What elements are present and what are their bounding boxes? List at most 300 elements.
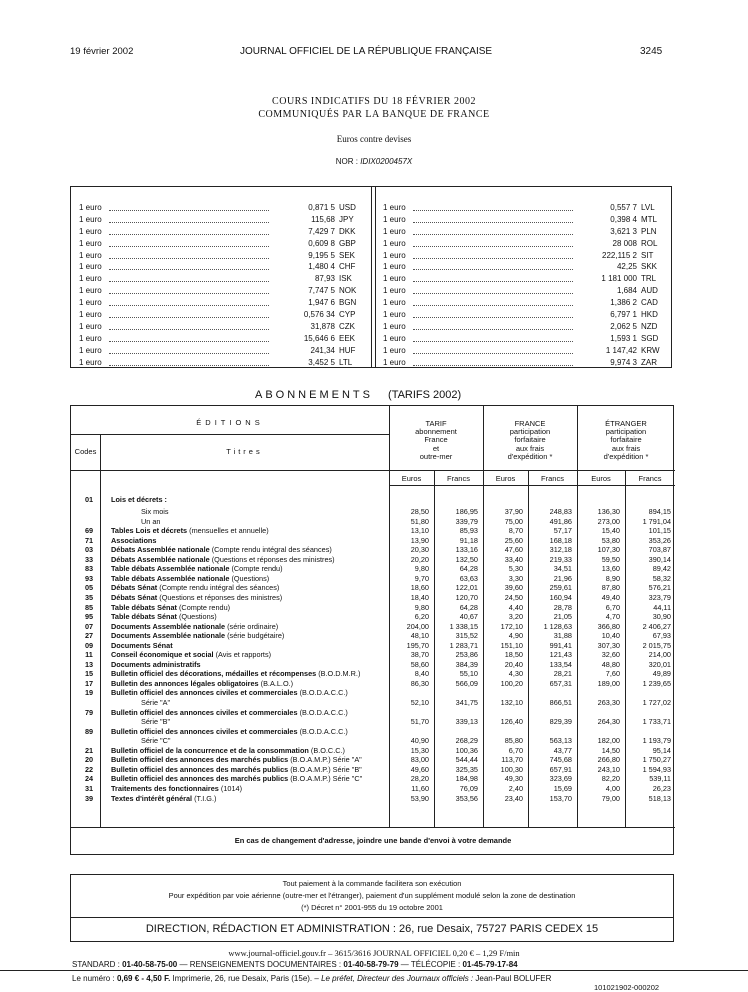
row-value: 1 283,71 [449, 640, 478, 650]
leader-dots [413, 210, 573, 211]
leader-dots [413, 293, 573, 294]
row-title-main: Table débats Sénat [111, 602, 177, 612]
footer-line-3: (*) Décret n° 2001-955 du 19 octobre 2001 [301, 903, 443, 912]
row-title-main: Série "A" [141, 698, 171, 707]
header-underline [71, 470, 675, 471]
row-value: 248,83 [549, 507, 572, 516]
row-title [141, 518, 160, 526]
tarif-header-line: et [432, 443, 440, 453]
row-code: 31 [84, 783, 94, 793]
rate-label: 1 euro [383, 274, 406, 284]
row-code: 93 [84, 573, 94, 583]
row-code: 05 [84, 583, 94, 593]
rate-label: 1 euro [79, 226, 102, 236]
rate-row [79, 297, 365, 309]
rate-label: 1 euro [79, 203, 102, 212]
table-row [71, 594, 675, 602]
table-row [71, 604, 675, 612]
row-value: 894,15 [648, 507, 671, 516]
etranger-header-line: d'expédition * [603, 451, 649, 461]
rate-label: 1 euro [79, 286, 102, 296]
leader-dots [109, 281, 269, 282]
currency-code: SKK [641, 262, 658, 272]
row-value: 5,30 [508, 564, 523, 574]
rate-row [79, 333, 365, 345]
rate-value: 222,115 2 [602, 250, 637, 260]
leader-dots [109, 317, 269, 318]
leader-dots [109, 305, 269, 306]
row-title-main: Bulletin officiel des annonces civiles et commerciales [111, 726, 298, 736]
row-value: 268,29 [455, 736, 478, 746]
row-title [111, 575, 269, 583]
row-title-rest: (B.O.A.M.P.) Série "C" [288, 774, 363, 784]
leader-dots [413, 234, 573, 235]
row-title-main: Documents Assemblée nationale [111, 631, 226, 641]
telecopie-label: TÉLÉCOPIE : [410, 960, 461, 969]
row-title-rest: (Questions) [176, 612, 217, 622]
row-title-rest: (B.O.A.M.P.) Série "A" [288, 755, 362, 765]
row-value: 390,14 [648, 554, 671, 564]
row-value: 30,90 [652, 612, 671, 622]
rate-row [383, 285, 667, 297]
rate-row [79, 285, 365, 297]
rate-label: 1 euro [79, 250, 102, 260]
row-title [111, 795, 216, 803]
row-value: 34,51 [553, 564, 572, 574]
currency-code: SEK [339, 250, 356, 260]
row-title [111, 565, 283, 573]
imprint-line [72, 974, 551, 983]
row-code: 39 [84, 793, 94, 803]
currency-code: ZAR [641, 357, 657, 367]
change-address-notice: En cas de changement d'adresse, joindre une bande d'envoi à votre demande [234, 836, 512, 845]
row-value: 153,70 [549, 793, 572, 803]
leader-dots [109, 293, 269, 294]
row-title-main: Débats Assemblée nationale [111, 554, 210, 564]
rate-label: 1 euro [383, 226, 406, 236]
table-row [71, 556, 675, 564]
row-value: 253,86 [455, 650, 478, 660]
tarif-header-line: France [424, 435, 448, 445]
rate-row [79, 202, 365, 214]
row-value: 1 727,02 [642, 698, 671, 707]
row-value: 133,54 [549, 659, 572, 669]
row-code: 89 [84, 726, 94, 736]
titres-header: Titres [226, 447, 263, 456]
row-title-rest: (Compte rendu) [176, 602, 231, 612]
row-title-main: Table débats Sénat [111, 612, 177, 622]
row-value: 100,20 [500, 678, 523, 688]
row-value: 186,95 [455, 507, 478, 516]
row-value: 273,00 [597, 516, 620, 526]
leader-dots [109, 353, 269, 354]
rate-label: 1 euro [79, 321, 102, 331]
row-value: 13,60 [601, 564, 620, 574]
row-value: 6,70 [605, 602, 620, 612]
row-value: 325,35 [455, 764, 478, 774]
row-title-main: Six mois [141, 507, 169, 516]
row-value: 266,80 [597, 755, 620, 765]
footer-box [70, 874, 674, 942]
row-value: 1 128,63 [543, 621, 572, 631]
rate-value: 2,062 5 [610, 321, 637, 331]
currency-code: NZD [641, 321, 658, 331]
row-value: 31,88 [553, 631, 572, 641]
row-value: 160,94 [549, 592, 572, 602]
row-value: 8,70 [508, 526, 523, 536]
rate-row [383, 261, 667, 273]
rate-row [383, 202, 667, 214]
leader-dots [413, 329, 573, 330]
leader-dots [413, 317, 573, 318]
row-title [111, 728, 348, 736]
row-value: 9,80 [414, 602, 429, 612]
rate-value: 3,452 5 [308, 357, 335, 367]
row-value: 2 015,75 [642, 640, 671, 650]
rate-row [383, 321, 667, 333]
row-title [111, 756, 362, 764]
row-title-main: Un an [141, 516, 161, 526]
currency-code: BGN [339, 298, 357, 308]
row-title [111, 670, 360, 678]
row-value: 189,00 [597, 678, 620, 688]
rate-label: 1 euro [383, 298, 406, 308]
row-code: 24 [84, 774, 94, 784]
rate-label: 1 euro [79, 262, 102, 272]
row-value: 101,15 [648, 526, 671, 536]
row-title-main: Traitements des fonctionnaires [111, 783, 219, 793]
row-value: 576,21 [648, 583, 671, 593]
table-row [71, 737, 675, 745]
leader-dots [413, 353, 573, 354]
france-header-line: FRANCE [514, 419, 546, 428]
cours-subtitle: Euros contre devises [336, 134, 412, 144]
rate-row [79, 345, 365, 357]
row-title-rest: (B.O.D.A.C.C.) [297, 707, 348, 717]
row-value: 703,87 [648, 545, 671, 555]
currency-code: SIT [641, 250, 654, 260]
row-title-main: Textes d'intérêt général [111, 793, 193, 803]
table-row [71, 699, 675, 707]
row-value: 214,00 [648, 650, 671, 660]
row-title [111, 556, 335, 564]
unit-header: Francs [541, 474, 564, 483]
row-value: 168,18 [549, 535, 572, 545]
row-value: 566,09 [455, 678, 478, 688]
tarif-header-line: TARIF [425, 419, 447, 428]
leader-dots [109, 246, 269, 247]
row-value: 26,23 [652, 783, 671, 793]
row-value: 85,93 [459, 526, 478, 536]
rate-label: 1 euro [383, 345, 406, 355]
table-row [71, 537, 675, 545]
renseignements-number: 01-40-58-79-79 [343, 960, 399, 969]
rate-value: 0,557 7 [610, 203, 637, 212]
row-code: 33 [84, 554, 94, 564]
header-date: 19 février 2002 [70, 46, 134, 57]
row-value: 151,10 [500, 640, 523, 650]
price-prefix: Le numéro : [72, 974, 115, 983]
row-title-main: Bulletin des annonces légales obligatoires [111, 678, 259, 688]
row-value: 9,80 [414, 564, 429, 574]
row-title [141, 718, 170, 726]
table-row [71, 496, 675, 504]
row-title [111, 680, 293, 688]
row-title-main: Documents Assemblée nationale [111, 621, 226, 631]
row-value: 353,26 [648, 535, 671, 545]
etranger-header [577, 420, 675, 461]
leader-dots [109, 341, 269, 342]
row-title [111, 537, 156, 545]
row-value: 28,78 [553, 602, 572, 612]
row-title [111, 623, 278, 631]
row-value: 3,30 [508, 573, 523, 583]
row-value: 86,30 [410, 678, 429, 688]
row-title-main: Bulletin officiel des annonces des marchés publics [111, 764, 289, 774]
row-title [111, 584, 279, 592]
row-title [111, 642, 173, 650]
currency-code: CAD [641, 298, 658, 308]
row-value: 7,60 [605, 669, 620, 679]
etranger-header-line: participation [605, 427, 647, 437]
etranger-header-line: aux frais [611, 443, 641, 453]
currency-code: PLN [641, 226, 657, 236]
row-value: 307,30 [597, 640, 620, 650]
row-value: 315,52 [455, 631, 478, 641]
currency-code: DKK [339, 226, 356, 236]
row-value: 48,10 [410, 631, 429, 641]
row-value: 1 193,79 [642, 736, 671, 746]
row-title-rest: (Questions et réponses des ministres) [157, 592, 283, 602]
rate-row [79, 214, 365, 226]
row-value: 85,80 [504, 736, 523, 746]
rate-value: 3,621 3 [610, 226, 637, 236]
row-value: 95,14 [652, 745, 671, 755]
rate-row [383, 309, 667, 321]
table-row [71, 518, 675, 526]
row-value: 75,00 [504, 516, 523, 526]
etranger-header-line: ÉTRANGER [605, 419, 647, 428]
row-value: 40,67 [459, 612, 478, 622]
abonnements-title-row [255, 389, 461, 401]
row-value: 195,70 [406, 640, 429, 650]
renseignements-label: RENSEIGNEMENTS DOCUMENTAIRES : [189, 960, 342, 969]
row-code: 07 [84, 621, 94, 631]
row-value: 28,21 [553, 669, 572, 679]
row-value: 121,43 [549, 650, 572, 660]
row-title [141, 508, 169, 516]
row-title-rest: (B.O.C.C.) [308, 745, 345, 755]
row-value: 184,98 [455, 774, 478, 784]
row-code: 95 [84, 612, 94, 622]
row-title [111, 747, 345, 755]
table-row [71, 689, 675, 697]
rate-label: 1 euro [383, 333, 406, 343]
row-title-rest: (B.O.D.A.C.C.) [297, 688, 348, 698]
table-row [71, 661, 675, 669]
prefet-name: Jean-Paul BOLUFER [475, 974, 552, 983]
row-value: 51,80 [410, 516, 429, 526]
contact-line: STANDARD : 01-40-58-75-00 — RENSEIGNEMENTS DOCUMENTAIRES : 01-40-58-79-79 — TÉLÉCOPIE : 01-45-79-17-84 [72, 960, 518, 969]
table-row [71, 709, 675, 717]
row-value: 11,60 [411, 783, 429, 793]
rate-row [79, 357, 365, 369]
rate-label: 1 euro [79, 274, 102, 284]
row-title-rest: (Questions) [229, 573, 270, 583]
row-code: 21 [84, 745, 94, 755]
row-title-rest: (B.O.D.A.C.C.) [297, 726, 348, 736]
rate-value: 28 008 [612, 238, 637, 248]
direction-line: DIRECTION, RÉDACTION ET ADMINISTRATION : 26, rue Desaix, 75727 PARIS CEDEX 15 [145, 923, 599, 935]
row-value: 47,60 [504, 545, 523, 555]
standard-number: 01-40-58-75-00 [122, 960, 178, 969]
rate-value: 6,797 1 [610, 310, 637, 320]
currency-code: JPY [339, 214, 354, 224]
currency-code: LVL [641, 203, 655, 212]
price-value: 0,69 € - 4,50 F. [116, 974, 171, 983]
row-value: 1 594,93 [642, 764, 671, 774]
rate-label: 1 euro [383, 357, 406, 367]
currency-code: LTL [339, 357, 353, 367]
row-value: 4,40 [508, 602, 523, 612]
rate-row [79, 238, 365, 250]
rate-row [79, 226, 365, 238]
leader-dots [413, 222, 573, 223]
table-row [71, 632, 675, 640]
leader-dots [109, 222, 269, 223]
row-value: 6,70 [508, 745, 523, 755]
row-value: 21,96 [553, 573, 572, 583]
rate-row [79, 261, 365, 273]
row-code: 35 [84, 592, 94, 602]
row-code: 13 [84, 659, 94, 669]
row-value: 32,60 [601, 650, 620, 660]
row-value: 15,69 [553, 783, 572, 793]
unit-header: Euros [591, 474, 611, 483]
footer-divider [71, 917, 673, 918]
row-value: 219,33 [549, 554, 572, 564]
row-title [111, 613, 217, 621]
rate-label: 1 euro [79, 345, 102, 355]
header-title: JOURNAL OFFICIEL DE LA RÉPUBLIQUE FRANÇAISE [240, 46, 493, 57]
row-value: 82,20 [601, 774, 620, 784]
editions-header: ÉDITIONS [196, 418, 264, 427]
document-code: 101021902-000202 [594, 983, 660, 992]
web-line: www.journal-officiel.gouv.fr – 3615/3616 JOURNAL OFFICIEL 0,20 € – 1,29 F/min [228, 948, 520, 958]
row-value: 182,00 [597, 736, 620, 746]
row-value: 53,80 [601, 535, 620, 545]
row-value: 10,40 [601, 631, 620, 641]
table-row [71, 680, 675, 688]
table-row [71, 508, 675, 516]
tarif-header-line: abonnement [415, 427, 457, 437]
row-value: 2,40 [508, 783, 523, 793]
row-title-main: Bulletin officiel de la concurrence et de la consommation [111, 745, 309, 755]
currency-code: HUF [339, 345, 356, 355]
row-title [141, 699, 170, 707]
row-title [111, 632, 284, 640]
row-value: 1 733,71 [642, 717, 671, 727]
rate-value: 9,195 5 [308, 250, 335, 260]
row-value: 1 791,04 [642, 516, 671, 526]
table-row [71, 795, 675, 803]
row-value: 866,51 [549, 698, 572, 707]
rate-label: 1 euro [383, 321, 406, 331]
table-row [71, 785, 675, 793]
row-value: 49,40 [601, 592, 620, 602]
table-bottom-line [71, 827, 675, 828]
rates-left-column [79, 202, 365, 368]
row-value: 384,39 [455, 659, 478, 669]
row-title-main: Conseil économique et social [111, 650, 214, 660]
rate-label: 1 euro [383, 203, 406, 212]
table-row [71, 565, 675, 573]
tarif-header-line: outre-mer [419, 451, 453, 461]
row-value: 44,11 [653, 602, 671, 612]
rate-row [383, 333, 667, 345]
rate-row [383, 345, 667, 357]
unit-header: Euros [401, 474, 422, 483]
leader-dots [109, 234, 269, 235]
row-code: 19 [84, 688, 94, 698]
rate-value: 115,68 [311, 214, 335, 224]
row-title [111, 546, 332, 554]
row-value: 49,60 [410, 764, 429, 774]
france-header [483, 420, 577, 461]
rate-row [79, 250, 365, 262]
row-value: 38,70 [410, 650, 429, 660]
row-value: 2 406,27 [642, 621, 671, 631]
row-title [111, 594, 282, 602]
nor-reference [0, 157, 748, 166]
row-title-rest: (série ordinaire) [225, 621, 279, 631]
row-title-rest: (mensuelles et annuelle) [187, 526, 269, 536]
row-value: 263,30 [597, 698, 620, 707]
row-title-main: Série "B" [141, 717, 171, 727]
rate-label: 1 euro [79, 214, 102, 224]
row-title-main: Table débats Assemblée nationale [111, 564, 230, 574]
row-value: 243,10 [597, 764, 620, 774]
unit-header: Francs [638, 474, 662, 483]
row-value: 59,50 [601, 554, 620, 564]
page-number: 3245 [640, 46, 663, 57]
row-value: 339,79 [455, 516, 478, 526]
row-title-main: Bulletin officiel des annonces civiles et commerciales [111, 688, 298, 698]
currency-code: CZK [339, 321, 355, 331]
currency-code: ISK [339, 274, 352, 284]
row-value: 100,36 [455, 745, 478, 755]
table-row [71, 670, 675, 678]
france-header-line: aux frais [515, 443, 545, 453]
row-title-rest: (B.A.L.O.) [258, 678, 294, 688]
row-title [111, 766, 362, 774]
row-value: 24,50 [504, 592, 523, 602]
cours-title-2: COMMUNIQUÉS PAR LA BANQUE DE FRANCE [258, 109, 490, 120]
row-value: 3,20 [508, 612, 523, 622]
row-value: 49,30 [504, 774, 523, 784]
row-title [111, 604, 230, 612]
row-value: 25,60 [504, 535, 523, 545]
row-title [111, 785, 242, 793]
rate-value: 7,429 7 [308, 226, 335, 236]
row-title-main: Débats Sénat [111, 583, 158, 593]
row-title [111, 496, 167, 504]
row-title-rest: (Compte rendu intégral des séances) [209, 545, 332, 555]
row-value: 136,30 [597, 507, 620, 516]
table-row [71, 718, 675, 726]
row-code: 22 [84, 764, 94, 774]
exchange-rates-box [70, 186, 672, 368]
